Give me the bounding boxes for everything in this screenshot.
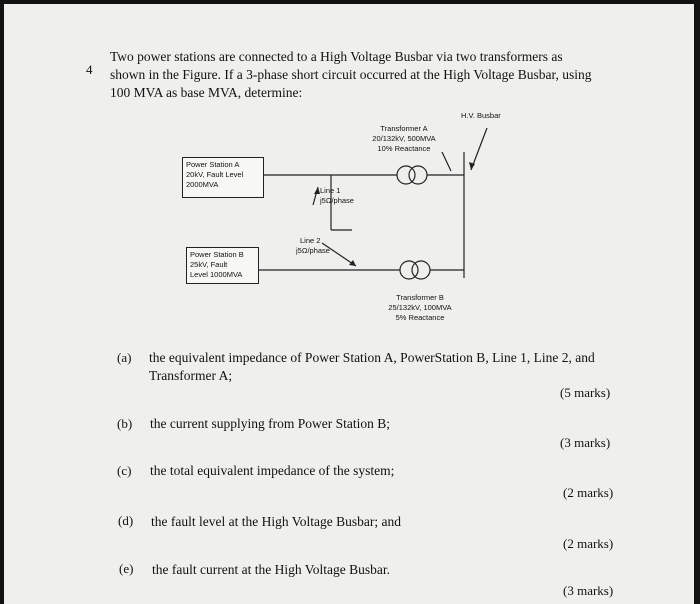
line1-impedance: j5Ω/phase <box>320 196 354 205</box>
question-number: 4 <box>86 62 93 77</box>
transformer-a-reactance: 10% Reactance <box>377 144 431 153</box>
part-b-label: (b) <box>117 416 133 431</box>
part-d-text: the fault level at the High Voltage Busbar; and <box>151 514 401 529</box>
station-a-name: Power Station A <box>186 160 240 169</box>
part-a-text <box>149 349 595 385</box>
intro-line: shown in the Figure. If a 3-phase short circuit occurred at the High Voltage Busbar, using <box>110 67 592 82</box>
transformer-a-rating: 20/132kV, 500MVA <box>372 134 436 143</box>
part-a-marks: (5 marks) <box>560 385 611 400</box>
line2-name: Line 2 <box>300 236 321 245</box>
part-e-text: the fault current at the High Voltage Busbar. <box>152 562 390 577</box>
transformer-a-name: Transformer A <box>380 124 428 133</box>
part-e-label: (e) <box>119 561 134 576</box>
part-c-marks: (2 marks) <box>563 485 614 500</box>
part-a-line: Transformer A; <box>149 368 233 383</box>
power-station-b-box <box>186 247 259 284</box>
transformer-a-label <box>356 124 452 154</box>
part-a-label: (a) <box>117 350 132 365</box>
transformer-b-reactance: 5% Reactance <box>395 313 445 322</box>
part-d-marks: (2 marks) <box>563 536 614 551</box>
question-intro <box>110 48 640 102</box>
line1-label <box>320 186 354 206</box>
station-b-voltage: 25kV, Fault <box>190 260 228 269</box>
part-c-text: the total equivalent impedance of the system; <box>150 463 395 478</box>
station-a-fault-level: 2000MVA <box>186 180 219 189</box>
station-b-fault-level: Level 1000MVA <box>190 270 243 279</box>
station-b-name: Power Station B <box>190 250 244 259</box>
part-e-marks: (3 marks) <box>563 583 614 598</box>
line1-name: Line 1 <box>320 186 341 195</box>
part-b-text: the current supplying from Power Station B; <box>150 416 390 431</box>
transformer-b-label <box>372 293 468 323</box>
station-a-voltage: 20kV, Fault Level <box>186 170 244 179</box>
transformer-b-name: Transformer B <box>396 293 444 302</box>
part-d-label: (d) <box>118 513 134 528</box>
intro-line: 100 MVA as base MVA, determine: <box>110 85 303 100</box>
busbar-label: H.V. Busbar <box>461 111 501 120</box>
part-b-marks: (3 marks) <box>560 435 611 450</box>
part-a-line: the equivalent impedance of Power Station A, PowerStation B, Line 1, Line 2, and <box>149 350 595 365</box>
part-c-label: (c) <box>117 463 132 478</box>
line2-label <box>296 236 330 256</box>
power-station-a-box <box>182 157 264 198</box>
line2-impedance: j5Ω/phase <box>296 246 330 255</box>
intro-line: Two power stations are connected to a High Voltage Busbar via two transformers as <box>110 49 563 64</box>
transformer-b-rating: 25/132kV, 100MVA <box>388 303 452 312</box>
